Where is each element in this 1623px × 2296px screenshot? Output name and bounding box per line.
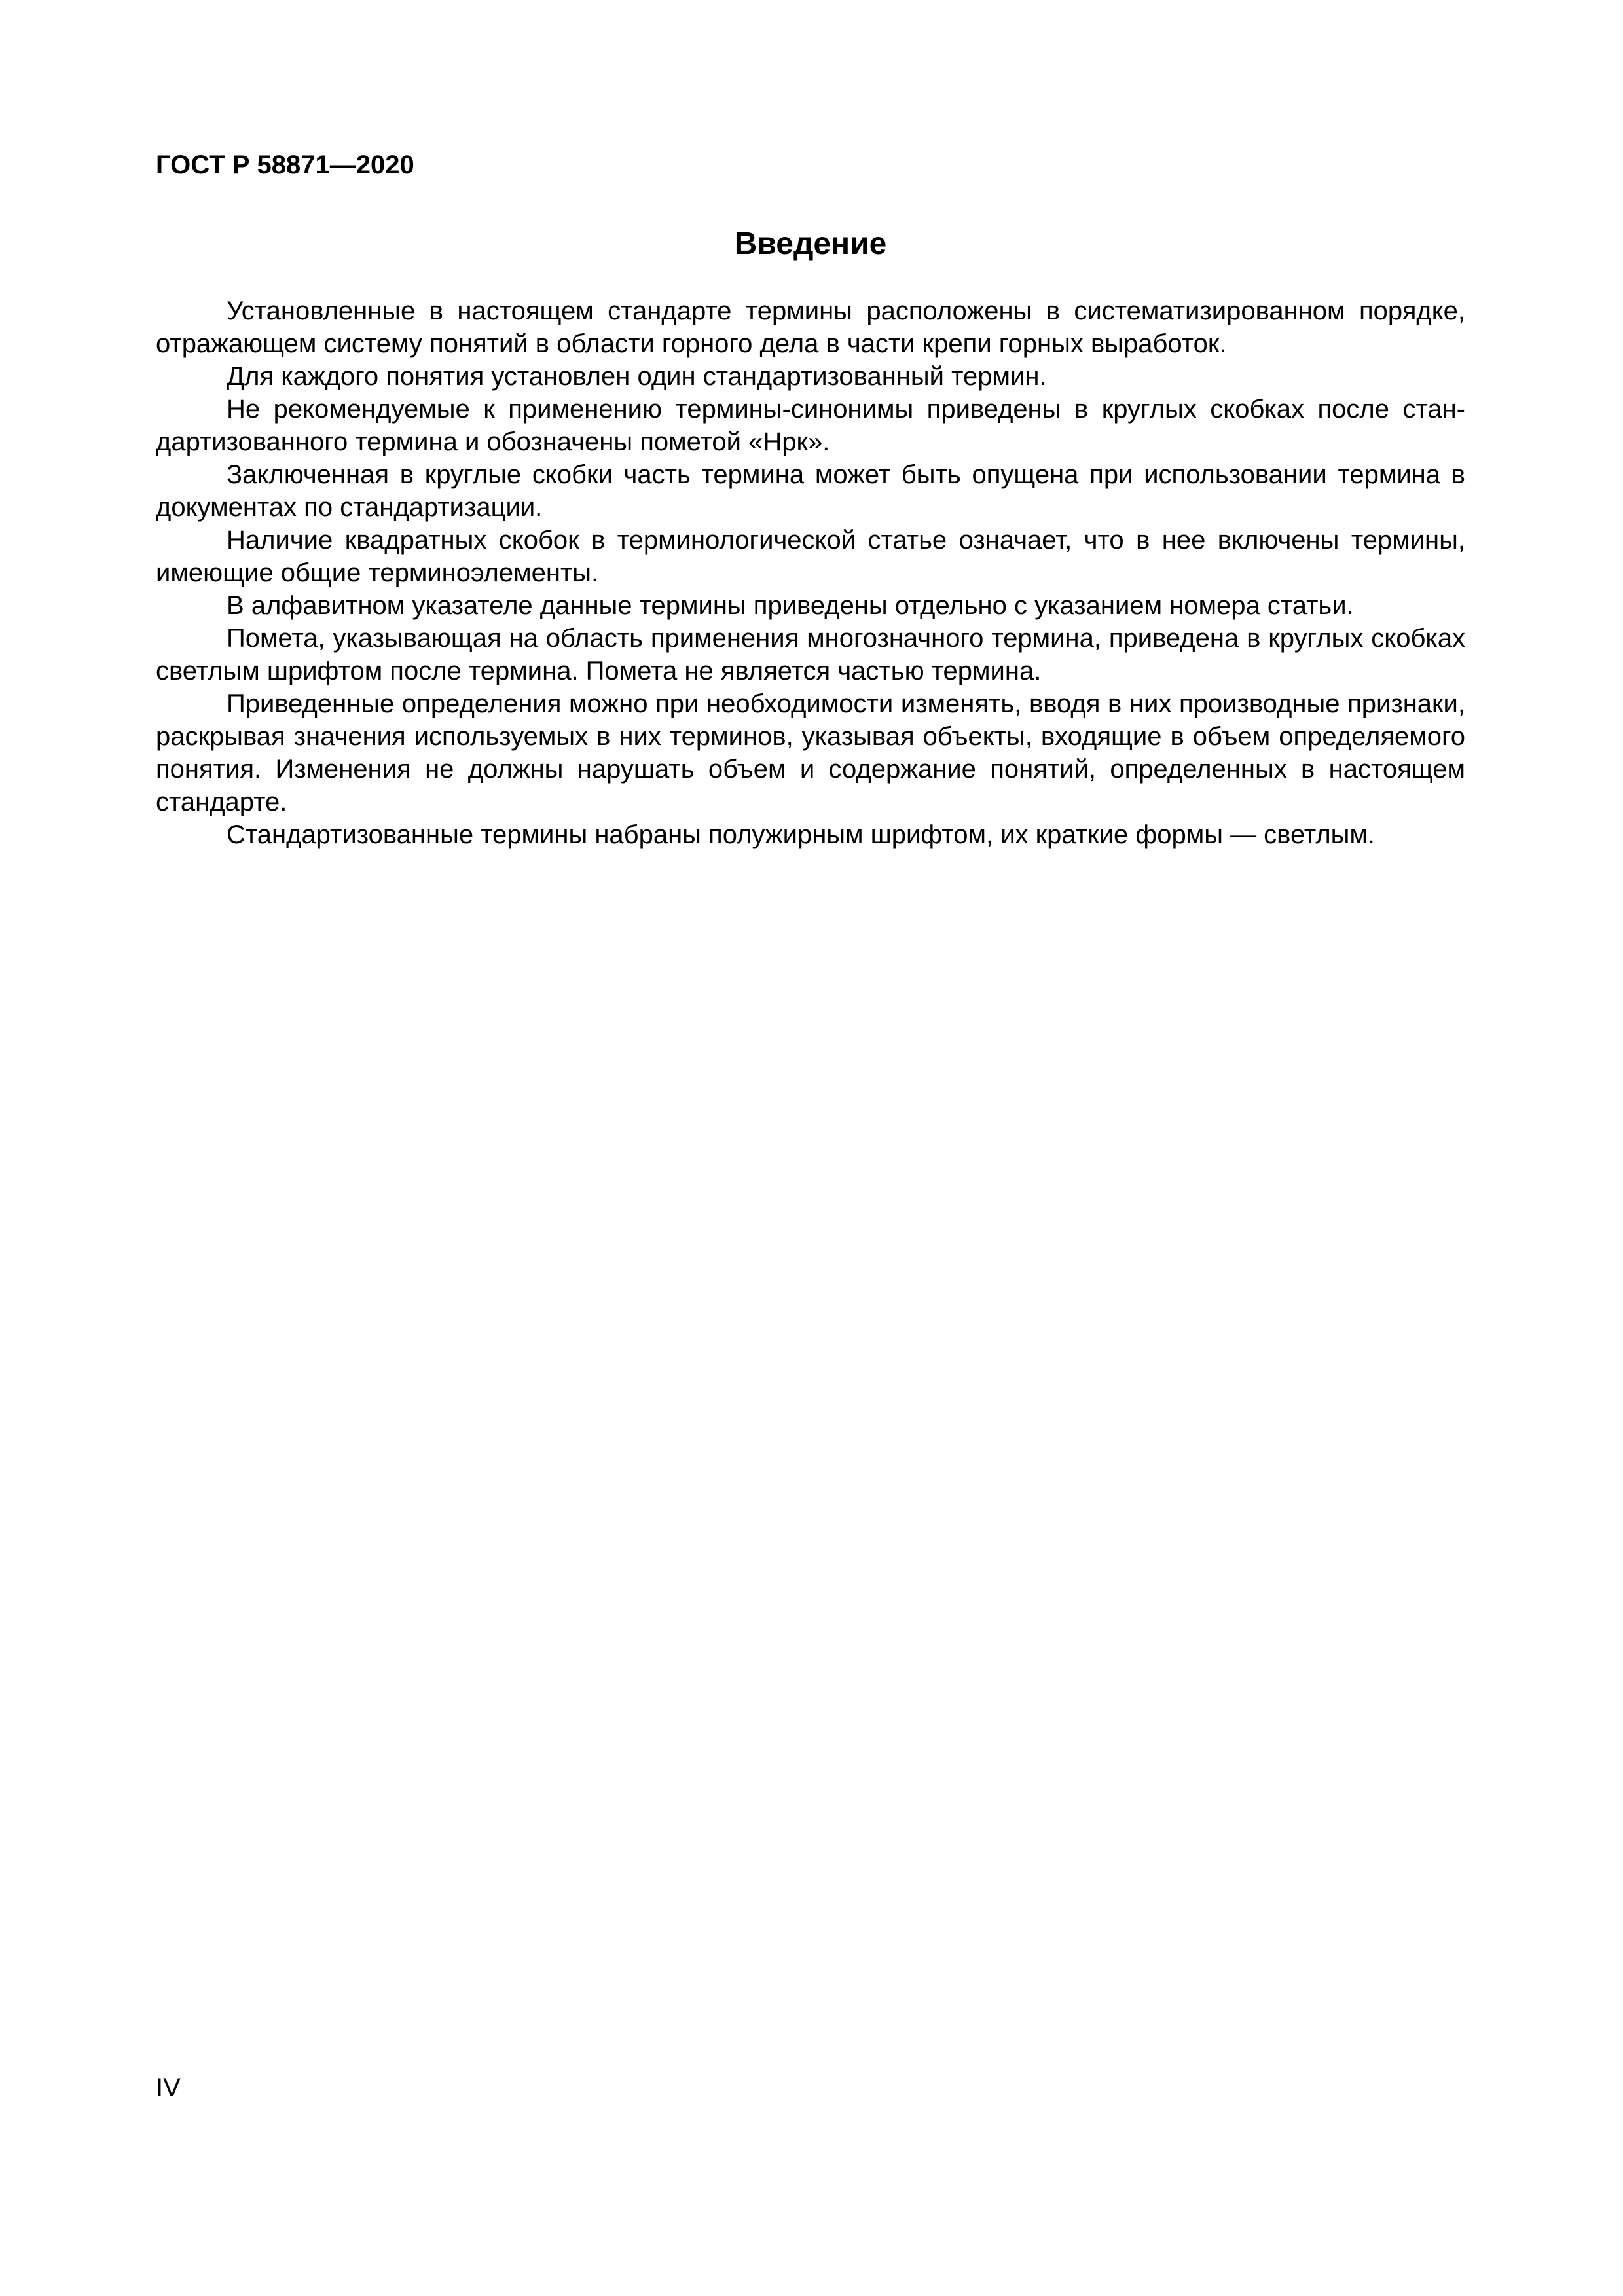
paragraph-9: Стандартизованные термины набраны полужирным шрифтом, их краткие формы — светлым. [227,820,1376,849]
paragraph-3: Не рекомендуемые к применению термины-синонимы приведены в круглых скобках после стандартизованного термина и обозначены пометой «Нрк». [156,395,1465,456]
paragraph-8: Приведенные определения можно при необходимости изменять, вводя в них производные признаки, раскрывая значения используемых в них терминов, указывая объекты, входящие в объем определяемого понятия. Изменения не должны нарушать объем и содержание понятий, определенных в настоящем стандарте. [156,689,1465,816]
body-text [156,295,1465,851]
paragraph-6: В алфавитном указателе данные термины приведены отдельно с указанием номера статьи. [227,591,1354,620]
paragraph-4: Заключенная в круглые скобки часть термина может быть опущена при использовании термина в документах по стандартизации. [156,460,1465,522]
paragraph-7: Помета, указывающая на область применения многозначного термина, приведена в круглых скобках светлым шрифтом после термина. Помета не является частью термина. [156,624,1465,685]
paragraph-1: Установленные в настоящем стандарте термины расположены в систематизированном порядке, отражающем систему понятий в области горного дела в части крепи горных выработок. [156,297,1465,358]
page-number: IV [156,2073,181,2102]
paragraph-2: Для каждого понятия установлен один стандартизованный термин. [227,362,1047,391]
section-title: Введение [734,227,887,261]
document-header-standard-id: ГОСТ Р 58871—2020 [156,151,414,179]
paragraph-5: Наличие квадратных скобок в терминологической статье означает, что в нее включены термины, имеющие общие терминоэлементы. [156,526,1465,587]
